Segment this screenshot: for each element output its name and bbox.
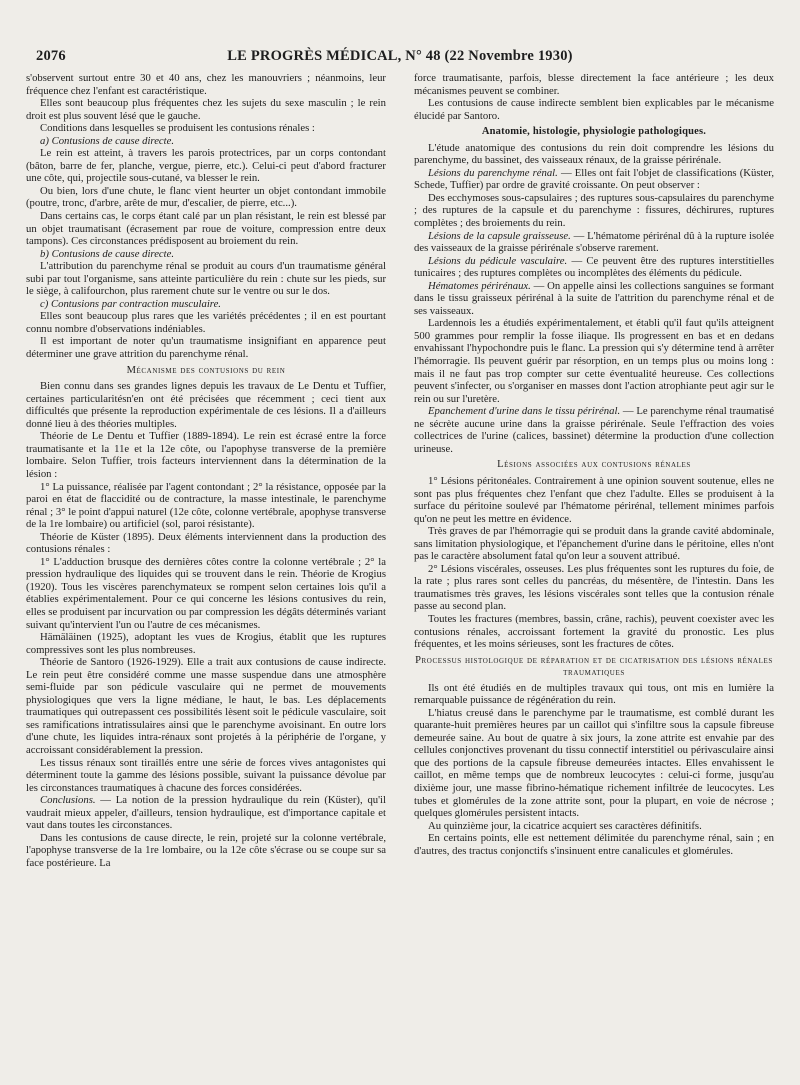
- page-header: [26, 8, 774, 64]
- subsection-label: Hématomes périrénaux.: [428, 279, 531, 292]
- subsection-text: — L'hématome périrénal dû à la rupture isolée des vaisseaux de la graisse périrénale s'observe rarement.: [414, 229, 774, 255]
- body-paragraph: L'attribution du parenchyme rénal se produit au cours d'un traumatisme général subi par tout l'organisme, sans atteinte particulière du rein : chute sur les pieds, sur le siège, à califourchon, plus rarement chute sur le ventre ou sur le dos.: [26, 260, 386, 298]
- body-paragraph: Hämäläinen (1925), adoptant les vues de Krogius, établit que les ruptures compressives sont les plus nombreuses.: [26, 631, 386, 656]
- subsection-label: c) Contusions par contraction musculaire.: [40, 297, 221, 310]
- subsection-paragraph: [414, 167, 774, 192]
- body-paragraph: 1° La puissance, réalisée par l'agent contondant ; 2° la résistance, opposée par la paroi en état de flaccidité ou de contracture, la masse intestinale, le parenchyme rénal ; 3° le point d'appui naturel (12e côte, colonne vertébrale, apophyse transverse de la 1re lombaire) ou artificiel (sol, paroi résistante).: [26, 480, 386, 531]
- body-paragraph: s'observent surtout entre 30 et 40 ans, chez les manouvriers ; néanmoins, leur fréquence chez l'enfant est caractéristique.: [26, 72, 386, 97]
- body-paragraph: Théorie de Santoro (1926-1929). Elle a trait aux contusions de cause indirecte. Le rein peut être considéré comme une masse suspendue dans une atmosphère semi-fluide par son pédicule vasculaire qui ne permet de mouvements physiologiques que vers la ligne médiane, le haut, le bas. Les déplacements traumatiques qui outrepassent ces possibilités lèsent soit le pédicule vasculaire, soit ses ramifications intratissulaires ainsi que le parenchyme avoisinant. En outre lors d'une chute, les liquides intra-rénaux sont projetés à la périphérie de l'organe, y accroissant considérablement la pression.: [26, 656, 386, 756]
- subsection-paragraph: [414, 280, 774, 318]
- body-paragraph: Des ecchymoses sous-capsulaires ; des ruptures sous-capsulaires du parenchyme ; des ruptures de la capsule et du parenchyme : fissures, déchirures, ruptures complètes ; des broiements du rein.: [414, 191, 774, 230]
- page-number: 2076: [36, 48, 66, 64]
- section-heading: Mécanisme des contusions du rein: [126, 364, 286, 376]
- body-paragraph: Dans les contusions de cause directe, le rein, projeté sur la colonne vertébrale, l'apophyse transverse de la 1re lombaire, ou la 12e côte s'écrase ou se coupe sur sa face postérieure. La: [26, 831, 386, 869]
- body-paragraph: Les contusions de cause indirecte semblent bien explicables par le mécanisme élucidé par Santoro.: [414, 97, 774, 122]
- body-paragraph: Dans certains cas, le corps étant calé par un plan résistant, le rein est blessé par un objet traumatisant (écrasement par roue de voiture, compression entre deux tampons). Ces circonstances prédisposent au broiement du rein.: [26, 210, 386, 248]
- subsection-text: — Elles ont fait l'objet de classifications (Küster, Schede, Tuffier) par ordre de gravité croissante. On peut observer :: [414, 166, 774, 192]
- subsection-label: Lésions du parenchyme rénal.: [428, 166, 558, 179]
- body-paragraph: Au quinzième jour, la cicatrice acquiert ses caractères définitifs.: [428, 819, 702, 832]
- body-paragraph: Conditions dans lesquelles se produisent les contusions rénales :: [40, 122, 315, 135]
- body-paragraph: force traumatisante, parfois, blesse directement la face antérieure ; les deux mécanismes peuvent se combiner.: [414, 72, 774, 97]
- subsection-paragraph: [26, 248, 386, 261]
- subsection-text: — Ce peuvent être des ruptures interstitielles tunicaires ; des ruptures complètes ou incomplètes des éléments du pédicule.: [414, 254, 774, 280]
- subsection-paragraph: [26, 298, 386, 311]
- right-column: [414, 72, 774, 1077]
- body-paragraph: Ils ont été étudiés en de multiples travaux qui tous, ont mis en lumière la remarquable puissance de régénération du rein.: [414, 681, 774, 707]
- subsection-paragraph: [414, 230, 774, 255]
- body-paragraph: 1° L'adduction brusque des dernières côtes contre la colonne vertébrale ; 2° la pression hydraulique des liquides qui se trouvent dans le rein. Théorie de Krogius (1920). Tous les viscères parenchymateux se rompent selon certaines lois qu'il a établies expérimentalement. Pour ce qui concerne les lésions contusives du rein, elles se produisent par incurvation ou par compression les dégâts déterminés variant suivant qu'intervient l'un ou l'autre de ces mécanismes.: [26, 555, 386, 631]
- running-title: LE PROGRÈS MÉDICAL, N° 48 (22 Novembre 1930): [227, 48, 573, 64]
- body-paragraph: Lardennois les a étudiés expérimentalement, et établi qu'il faut qu'ils atteignent 500 grammes pour remplir la fosse iliaque. Ils progressent en bas et en dedans envahissant l'hypochondre puis le flanc. La pression qui s'y détermine tend à arrêter l'hémorragie. Ils peuvent guérir par résorption, en un temps plus ou moins long : mais il ne faut pas trop compter sur cette éventualité heureuse. Ces collections peuvent s'infecter, ou s'organiser en masses dont l'action atrophiante peut agir sur le rein ou sur l'uretère.: [414, 317, 774, 405]
- body-paragraph: Théorie de Küster (1895). Deux éléments interviennent dans la production des contusions rénales :: [26, 530, 386, 556]
- body-paragraph: Elles sont beaucoup plus rares que les variétés précédentes ; il en est pourtant connu nombre d'observations indéniables.: [26, 310, 386, 335]
- body-paragraph: Le rein est atteint, à travers les parois protectrices, par un corps contondant (bâton, barre de fer, planche, vergue, pierre, etc.). Celui-ci peut d'abord fracturer une côte, qui, projectile sous-cutané, va blesser le rein.: [26, 147, 386, 185]
- body-paragraph: En certains points, elle est nettement délimitée du parenchyme rénal, sain ; en d'autres, des tractus conjonctifs s'insinuent entre canalicules et glomérules.: [414, 832, 774, 857]
- left-column: [26, 72, 386, 1077]
- subsection-label: Conclusions.: [40, 794, 96, 807]
- subsection-label: Lésions du pédicule vasculaire.: [428, 254, 568, 267]
- body-paragraph: Elles sont beaucoup plus fréquentes chez les sujets du sexe masculin ; le rein droit est plus souvent lésé que le gauche.: [26, 97, 386, 122]
- section-heading: Processus histologique de réparation et de cicatrisation des lésions rénales traumatiques: [415, 654, 773, 678]
- body-paragraph: Ou bien, lors d'une chute, le flanc vient heurter un objet contondant immobile (poutre, tronc, d'arbre, arête de mur, d'escalier, de pierre, etc...).: [26, 184, 386, 210]
- subsection-paragraph: [414, 255, 774, 280]
- body-paragraph: Toutes les fractures (membres, bassin, crâne, rachis), peuvent coexister avec les contusions rénales, accroissant fortement la gravité du pronostic. Les plus fréquentes, et les moins sérieuses, sont les fractures de côtes.: [414, 612, 774, 651]
- body-paragraph: Il est important de noter qu'un traumatisme insignifiant en apparence peut déterminer une grave attrition du parenchyme rénal.: [26, 335, 386, 361]
- subsection-text: — La notion de la pression hydraulique du rein (Küster), qu'il vaudrait mieux appeler, d'ailleurs, tension hydraulique, est d'importance capitale et vaut dans toutes les circonstances.: [26, 794, 386, 832]
- subsection-paragraph: [414, 405, 774, 455]
- subsection-label: Lésions de la capsule graisseuse.: [428, 229, 571, 242]
- subsection-label: b) Contusions de cause directe.: [40, 247, 175, 260]
- section-heading: Anatomie, histologie, physiologie pathologiques.: [481, 126, 707, 138]
- body-paragraph: Théorie de Le Dentu et Tuffier (1889-1894). Le rein est écrasé entre la force traumatisante et la 11e et la 12e côte, ou l'apophyse transverse de la première lombaire. Selon Tuffier, trois facteurs interviennent dans la détermination de la lésion :: [26, 430, 386, 480]
- body-paragraph: L'hiatus creusé dans le parenchyme par le traumatisme, est comblé durant les quarante-huit premières heures par un caillot qui s'infiltre sous la capsule fibreuse demeurée saine. Au bout de quatre à six jours, la zone attrite est envahie par des cellules conjonctives provenant du tissu connectif interstitiel ou périvasculaire ainsi que des portions de la capsule fibreuse demeurées intactes. Elles envahissent le caillot, en même temps que de nombreux leucocytes : celui-ci forme, jusqu'au dixième jour, une masse fibrino-hématique richement infiltrée de leucocytes. Les tubes et glomérules de la zone attrite sont, pour la plupart, en voie de nécrose ; quelques glomérules persistent intacts.: [414, 706, 774, 820]
- subsection-paragraph: [26, 135, 386, 148]
- body-paragraph: 1° Lésions péritonéales. Contrairement à une opinion souvent soutenue, elles ne sont pas plus fréquentes chez l'enfant que chez l'adulte. Elles se produisent à la surface du péritoine soulevé par l'hématome périrénal, tellement minimes parfois qu'on ne peut les mettre en évidence.: [414, 474, 774, 525]
- subsection-paragraph: [26, 794, 386, 832]
- body-paragraph: L'étude anatomique des contusions du rein doit comprendre les lésions du parenchyme, du bassinet, des vaisseaux rénaux, de la graisse périrénale.: [414, 141, 774, 167]
- subsection-label: a) Contusions de cause directe.: [40, 134, 175, 147]
- section-heading: Lésions associées aux contusions rénales: [497, 459, 691, 471]
- subsection-text: — On appelle ainsi les collections sanguines se formant dans le tissu graisseux périrénal à la suite de l'attrition du parenchyme rénal et de ses vaisseaux.: [414, 279, 774, 317]
- subsection-label: Epanchement d'urine dans le tissu périrénal.: [428, 405, 621, 418]
- subsection-text: — Le parenchyme rénal traumatisé ne sécrète aucune urine dans la graisse périrénale. Seule l'effraction des voies collectrices de l'urine (calices, bassinet) détermine la production d'une collection urineuse.: [414, 405, 774, 455]
- body-paragraph: 2° Lésions viscérales, osseuses. Les plus fréquentes sont les ruptures du foie, de la rate ; plus rares sont celles du pancréas, du mésentère, de l'intestin. Dans les traumatismes très graves, les lésions viscérales sont telles que la contusion rénale passe au second plan.: [414, 562, 774, 613]
- body-paragraph: Bien connu dans ses grandes lignes depuis les travaux de Le Dentu et Tuffier, certaines particularitésn'en ont été précisées que récemment ; ceci tient aux difficultés que présente la reproduction expérimentale de ces lésions. Il a d'ailleurs donné lieu à des théories multiples.: [26, 380, 386, 430]
- body-paragraph: Les tissus rénaux sont tiraillés entre une série de forces vives antagonistes qui déterminent toute la gamme des lésions possible, suivant la puissance dévolue par les circonstances traumatiques à chacune des forces considérées.: [26, 756, 386, 794]
- body-paragraph: Très graves de par l'hémorragie qui se produit dans la grande cavité abdominale, sans limitation physiologique, et l'épanchement d'urine dans le péritoine, elles n'ont pas le caractère absolument fatal qu'on leur a souvent attribué.: [414, 525, 774, 563]
- two-column-body: [26, 72, 774, 1077]
